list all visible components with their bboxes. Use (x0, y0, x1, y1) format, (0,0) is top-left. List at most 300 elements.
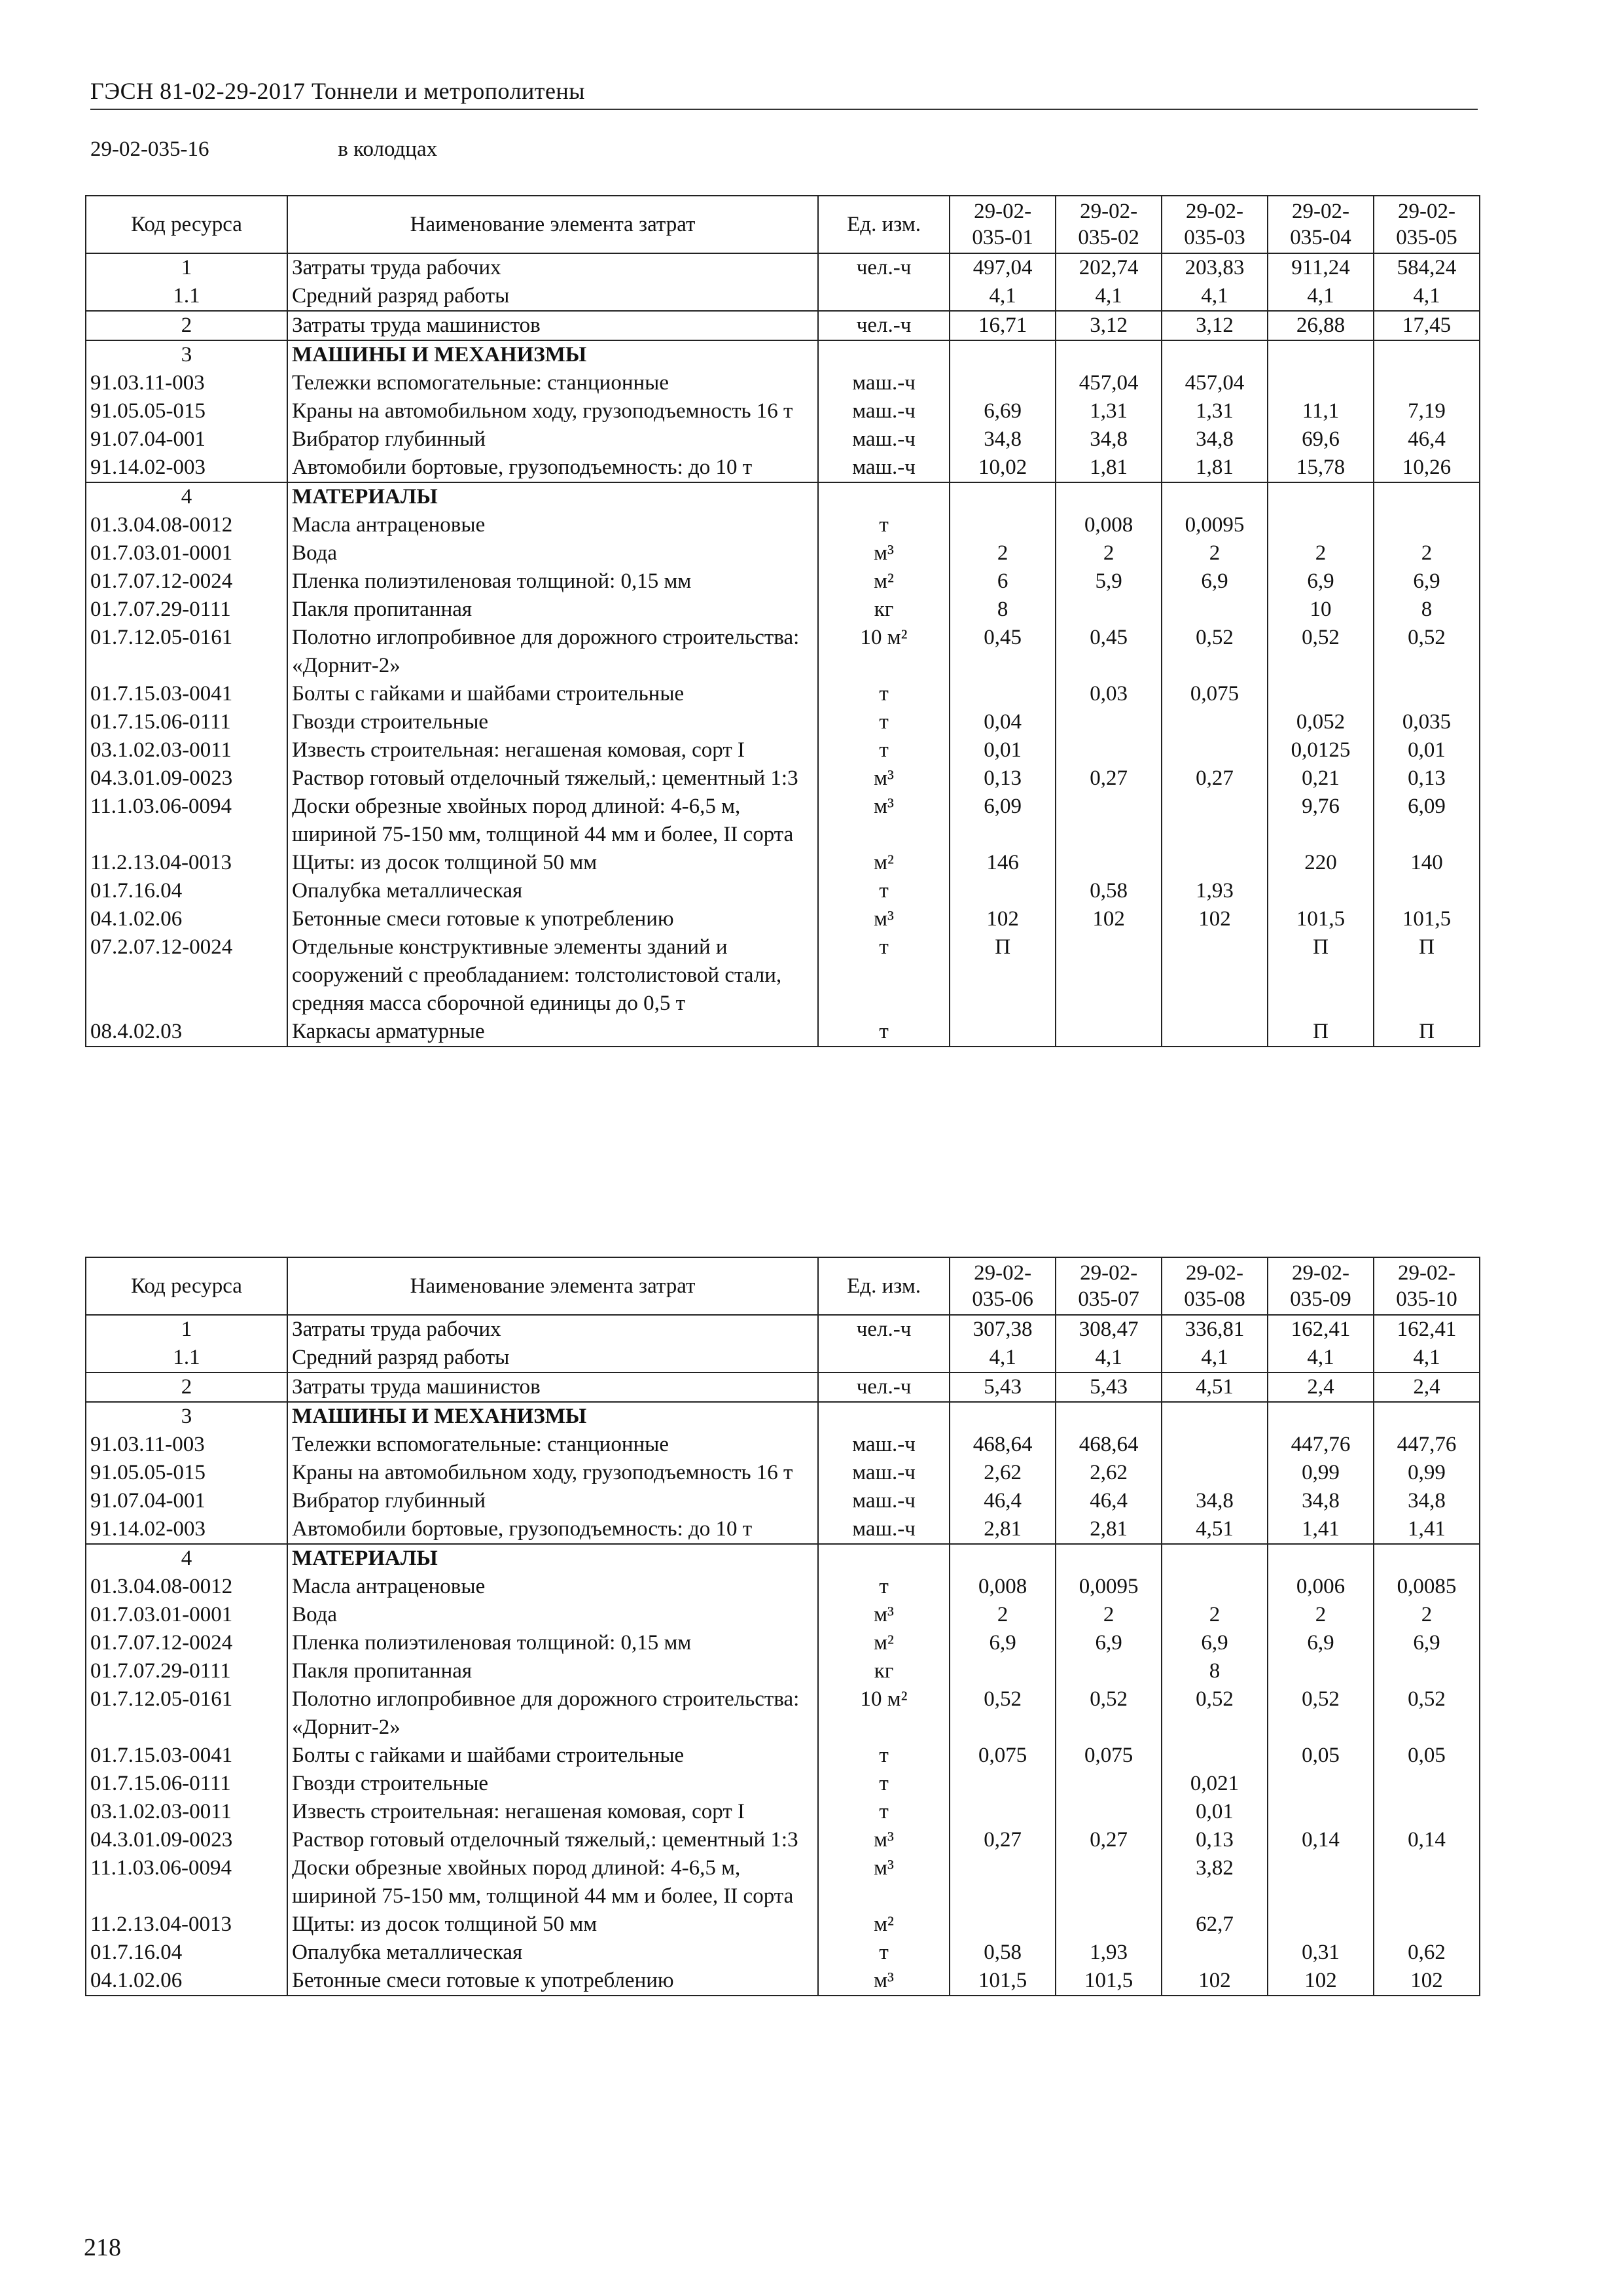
value-cell: 0,008 (1056, 511, 1162, 539)
value-cell: 101,5 (1374, 905, 1480, 933)
value-cell: 102 (1268, 1967, 1374, 1996)
value-cell (950, 1798, 1056, 1826)
value-cell (1056, 1770, 1162, 1798)
value-cell (1268, 1544, 1374, 1573)
unit-cell (818, 1344, 950, 1372)
table-row (86, 1573, 1480, 1601)
value-cell (1056, 596, 1162, 624)
value-cell (1374, 1798, 1480, 1826)
value-cell (950, 1402, 1056, 1431)
unit-cell: т (818, 708, 950, 736)
value-cell: 0,58 (1056, 877, 1162, 905)
resource-table-2 (85, 1257, 1480, 1996)
value-cell: 2,62 (950, 1459, 1056, 1487)
value-cell: 468,64 (1056, 1431, 1162, 1459)
resource-name: Щиты: из досок толщиной 50 мм (287, 849, 818, 877)
value-cell (950, 1018, 1056, 1047)
value-cell (950, 1657, 1056, 1685)
value-cell: 6 (950, 567, 1056, 596)
value-cell: 10,02 (950, 454, 1056, 482)
resource-name: Масла антраценовые (287, 1573, 818, 1601)
unit-cell: м³ (818, 793, 950, 849)
header-col: 29-02-035-07 (1056, 1257, 1162, 1315)
value-cell: 0,62 (1374, 1939, 1480, 1967)
resource-name: Раствор готовый отделочный тяжелый,: цементный 1:3 (287, 764, 818, 793)
value-cell: 5,43 (950, 1372, 1056, 1402)
resource-code: 01.7.07.29-0111 (86, 1657, 287, 1685)
resource-name: Гвозди строительные (287, 708, 818, 736)
resource-code: 91.03.11-003 (86, 1431, 287, 1459)
unit-cell (818, 340, 950, 369)
value-cell (1374, 1770, 1480, 1798)
resource-name: Средний разряд работы (287, 1344, 818, 1372)
resource-name: Бетонные смеси готовые к употреблению (287, 905, 818, 933)
header-name: Наименование элемента затрат (287, 196, 818, 253)
value-cell (1056, 736, 1162, 764)
value-cell: 1,93 (1056, 1939, 1162, 1967)
value-cell: 0,21 (1268, 764, 1374, 793)
resource-name: Опалубка металлическая (287, 1939, 818, 1967)
value-cell: 0,99 (1374, 1459, 1480, 1487)
unit-cell: маш.-ч (818, 1431, 950, 1459)
header-unit: Ед. изм. (818, 196, 950, 253)
unit-cell: т (818, 736, 950, 764)
value-cell: 0,01 (1374, 736, 1480, 764)
value-cell: 4,1 (1162, 282, 1268, 311)
resource-name: Опалубка металлическая (287, 877, 818, 905)
value-cell (1374, 680, 1480, 708)
value-cell: 6,9 (1374, 1629, 1480, 1657)
value-cell (1374, 877, 1480, 905)
value-cell: 2,62 (1056, 1459, 1162, 1487)
value-cell (950, 680, 1056, 708)
resource-code: 07.2.07.12-0024 (86, 933, 287, 1018)
value-cell: 0,0125 (1268, 736, 1374, 764)
unit-cell: т (818, 1770, 950, 1798)
resource-code: 1.1 (86, 1344, 287, 1372)
resource-name: Болты с гайками и шайбами строительные (287, 1742, 818, 1770)
value-cell (950, 1544, 1056, 1573)
unit-cell (818, 1402, 950, 1431)
resource-code: 11.2.13.04-0013 (86, 1910, 287, 1939)
value-cell: 1,41 (1374, 1515, 1480, 1544)
header-col: 29-02-035-04 (1268, 196, 1374, 253)
value-cell (1374, 482, 1480, 511)
value-cell: 447,76 (1374, 1431, 1480, 1459)
header-col: 29-02-035-08 (1162, 1257, 1268, 1315)
header-col: 29-02-035-09 (1268, 1257, 1374, 1315)
value-cell: 4,51 (1162, 1515, 1268, 1544)
unit-cell: м² (818, 567, 950, 596)
table-row (86, 736, 1480, 764)
table-caption (90, 137, 437, 162)
value-cell (1162, 1573, 1268, 1601)
value-cell (1268, 1910, 1374, 1939)
value-cell: 0,52 (1374, 624, 1480, 680)
value-cell: 1,41 (1268, 1515, 1374, 1544)
resource-name: Пакля пропитанная (287, 596, 818, 624)
value-cell: 34,8 (1162, 1487, 1268, 1515)
unit-cell: м³ (818, 1826, 950, 1854)
table-row (86, 482, 1480, 511)
value-cell: 0,04 (950, 708, 1056, 736)
resource-name: Тележки вспомогательные: станционные (287, 1431, 818, 1459)
value-cell: 6,9 (1268, 1629, 1374, 1657)
value-cell (1268, 1770, 1374, 1798)
value-cell: 0,45 (1056, 624, 1162, 680)
value-cell (1162, 340, 1268, 369)
table-code: 29-02-035-16 (90, 137, 209, 161)
resource-table-1 (85, 195, 1480, 1047)
resource-code: 4 (86, 1544, 287, 1573)
table-row (86, 905, 1480, 933)
value-cell: 16,71 (950, 311, 1056, 340)
resource-name: Пленка полиэтиленовая толщиной: 0,15 мм (287, 567, 818, 596)
resource-code: 03.1.02.03-0011 (86, 736, 287, 764)
value-cell (1162, 933, 1268, 1018)
resource-name: Затраты труда машинистов (287, 311, 818, 340)
resource-code: 01.7.16.04 (86, 1939, 287, 1967)
resource-code: 91.14.02-003 (86, 454, 287, 482)
value-cell (950, 482, 1056, 511)
value-cell: 8 (1162, 1657, 1268, 1685)
value-cell: 4,1 (1374, 1344, 1480, 1372)
value-cell (1268, 1854, 1374, 1910)
table-row (86, 1344, 1480, 1372)
value-cell: 4,1 (1056, 282, 1162, 311)
unit-cell: чел.-ч (818, 1372, 950, 1402)
value-cell: 0,45 (950, 624, 1056, 680)
value-cell: 6,9 (1162, 567, 1268, 596)
section-heading: МАТЕРИАЛЫ (287, 482, 818, 511)
value-cell (950, 1910, 1056, 1939)
resource-code: 91.07.04-001 (86, 1487, 287, 1515)
resource-name: Затраты труда машинистов (287, 1372, 818, 1402)
resource-code: 08.4.02.03 (86, 1018, 287, 1047)
table-row (86, 877, 1480, 905)
value-cell: 0,01 (1162, 1798, 1268, 1826)
table-row (86, 849, 1480, 877)
value-cell (1374, 1544, 1480, 1573)
resource-code: 11.1.03.06-0094 (86, 793, 287, 849)
resource-name: Тележки вспомогательные: станционные (287, 369, 818, 397)
value-cell: 336,81 (1162, 1315, 1268, 1344)
value-cell: 6,9 (950, 1629, 1056, 1657)
value-cell: 5,43 (1056, 1372, 1162, 1402)
table-row (86, 1742, 1480, 1770)
value-cell: 0,52 (1374, 1685, 1480, 1742)
value-cell: 8 (1374, 596, 1480, 624)
value-cell (1268, 680, 1374, 708)
value-cell: 162,41 (1268, 1315, 1374, 1344)
header-col: 29-02-035-05 (1374, 196, 1480, 253)
header-col: 29-02-035-02 (1056, 196, 1162, 253)
resource-name: Доски обрезные хвойных пород длиной: 4-6,5 м, шириной 75-150 мм, толщиной 44 мм и более, II сорта (287, 1854, 818, 1910)
resource-code: 11.1.03.06-0094 (86, 1854, 287, 1910)
resource-name: Затраты труда рабочих (287, 1315, 818, 1344)
resource-code: 01.7.15.03-0041 (86, 1742, 287, 1770)
resource-name: Пленка полиэтиленовая толщиной: 0,15 мм (287, 1629, 818, 1657)
value-cell (1056, 793, 1162, 849)
value-cell: 4,1 (950, 282, 1056, 311)
value-cell: 0,01 (950, 736, 1056, 764)
value-cell: 34,8 (1268, 1487, 1374, 1515)
unit-cell: маш.-ч (818, 369, 950, 397)
table-row (86, 793, 1480, 849)
unit-cell: м² (818, 1910, 950, 1939)
table-row (86, 340, 1480, 369)
value-cell: 0,52 (1056, 1685, 1162, 1742)
value-cell: 0,27 (950, 1826, 1056, 1854)
unit-cell: т (818, 1018, 950, 1047)
unit-cell: м³ (818, 539, 950, 567)
value-cell: 4,51 (1162, 1372, 1268, 1402)
value-cell: 34,8 (1056, 425, 1162, 454)
value-cell: 457,04 (1056, 369, 1162, 397)
value-cell: 26,88 (1268, 311, 1374, 340)
table-row (86, 1601, 1480, 1629)
resource-name: Масла антраценовые (287, 511, 818, 539)
value-cell (1268, 1402, 1374, 1431)
value-cell: 140 (1374, 849, 1480, 877)
table-row (86, 1854, 1480, 1910)
unit-cell (818, 282, 950, 311)
table-row (86, 282, 1480, 311)
value-cell: П (1374, 933, 1480, 1018)
value-cell: 0,52 (1162, 1685, 1268, 1742)
value-cell: 497,04 (950, 253, 1056, 282)
value-cell (950, 340, 1056, 369)
value-cell: 0,58 (950, 1939, 1056, 1967)
value-cell: 0,052 (1268, 708, 1374, 736)
section-heading: МАТЕРИАЛЫ (287, 1544, 818, 1573)
resource-code: 01.3.04.08-0012 (86, 1573, 287, 1601)
value-cell: 2 (1268, 1601, 1374, 1629)
value-cell: 2,81 (950, 1515, 1056, 1544)
table-row (86, 1657, 1480, 1685)
value-cell: 0,13 (1374, 764, 1480, 793)
value-cell (1374, 369, 1480, 397)
unit-cell: т (818, 1939, 950, 1967)
value-cell: 17,45 (1374, 311, 1480, 340)
table-row (86, 311, 1480, 340)
resource-code: 1.1 (86, 282, 287, 311)
value-cell: 46,4 (950, 1487, 1056, 1515)
value-cell: 2 (1056, 539, 1162, 567)
value-cell: 5,9 (1056, 567, 1162, 596)
value-cell (1056, 1798, 1162, 1826)
unit-cell: 10 м² (818, 624, 950, 680)
resource-code: 04.3.01.09-0023 (86, 1826, 287, 1854)
value-cell (950, 1854, 1056, 1910)
value-cell: 0,13 (950, 764, 1056, 793)
value-cell: 0,075 (1056, 1742, 1162, 1770)
value-cell: 102 (950, 905, 1056, 933)
resource-code: 01.7.07.12-0024 (86, 1629, 287, 1657)
value-cell (1162, 1544, 1268, 1573)
unit-cell: маш.-ч (818, 454, 950, 482)
table-row (86, 369, 1480, 397)
value-cell: 6,09 (1374, 793, 1480, 849)
value-cell: 6,09 (950, 793, 1056, 849)
value-cell: 457,04 (1162, 369, 1268, 397)
value-cell: 0,075 (1162, 680, 1268, 708)
header-unit: Ед. изм. (818, 1257, 950, 1315)
value-cell (1268, 340, 1374, 369)
resource-name: Краны на автомобильном ходу, грузоподъемность 16 т (287, 397, 818, 425)
resource-code: 01.7.12.05-0161 (86, 624, 287, 680)
value-cell: 2,81 (1056, 1515, 1162, 1544)
value-cell (1162, 1939, 1268, 1967)
resource-code: 11.2.13.04-0013 (86, 849, 287, 877)
value-cell (1056, 1854, 1162, 1910)
value-cell: 2 (950, 1601, 1056, 1629)
value-cell: 1,81 (1056, 454, 1162, 482)
value-cell (1268, 369, 1374, 397)
table-row (86, 596, 1480, 624)
resource-code: 01.7.12.05-0161 (86, 1685, 287, 1742)
value-cell: 0,05 (1374, 1742, 1480, 1770)
unit-cell (818, 1544, 950, 1573)
resource-name: Каркасы арматурные (287, 1018, 818, 1047)
value-cell: 2,4 (1268, 1372, 1374, 1402)
value-cell: 0,14 (1374, 1826, 1480, 1854)
value-cell: 0,05 (1268, 1742, 1374, 1770)
value-cell: 1,81 (1162, 454, 1268, 482)
unit-cell: чел.-ч (818, 253, 950, 282)
value-cell (950, 877, 1056, 905)
table-header-row (86, 1257, 1480, 1315)
value-cell (1374, 340, 1480, 369)
value-cell: 0,31 (1268, 1939, 1374, 1967)
table-row (86, 539, 1480, 567)
value-cell (1268, 877, 1374, 905)
resource-name: Автомобили бортовые, грузоподъемность: до 10 т (287, 1515, 818, 1544)
value-cell (1162, 1459, 1268, 1487)
resource-code: 01.7.16.04 (86, 877, 287, 905)
value-cell: 34,8 (1374, 1487, 1480, 1515)
value-cell: 0,03 (1056, 680, 1162, 708)
value-cell: 0,0095 (1162, 511, 1268, 539)
value-cell (1374, 1854, 1480, 1910)
document-title: ГЭСН 81-02-29-2017 Тоннели и метрополитены (90, 78, 585, 104)
table-row (86, 1515, 1480, 1544)
table-row (86, 1967, 1480, 1996)
table-row (86, 624, 1480, 680)
value-cell: 101,5 (950, 1967, 1056, 1996)
value-cell: 46,4 (1056, 1487, 1162, 1515)
header-code: Код ресурса (86, 196, 287, 253)
value-cell: П (1268, 933, 1374, 1018)
resource-code: 91.05.05-015 (86, 397, 287, 425)
value-cell: 2 (1374, 1601, 1480, 1629)
value-cell: 3,82 (1162, 1854, 1268, 1910)
value-cell: 4,1 (1056, 1344, 1162, 1372)
value-cell: 0,52 (1268, 1685, 1374, 1742)
value-cell (1162, 1431, 1268, 1459)
unit-cell: т (818, 1573, 950, 1601)
value-cell: 911,24 (1268, 253, 1374, 282)
value-cell: 10 (1268, 596, 1374, 624)
table-row (86, 708, 1480, 736)
resource-code: 01.7.15.06-0111 (86, 1770, 287, 1798)
value-cell: 9,76 (1268, 793, 1374, 849)
unit-cell: м³ (818, 1601, 950, 1629)
value-cell (1162, 482, 1268, 511)
value-cell: 4,1 (950, 1344, 1056, 1372)
table-row (86, 1315, 1480, 1344)
resource-name: Бетонные смеси готовые к употреблению (287, 1967, 818, 1996)
value-cell (1056, 933, 1162, 1018)
resource-name: Вода (287, 539, 818, 567)
value-cell (1374, 1402, 1480, 1431)
value-cell (1056, 1402, 1162, 1431)
resource-code: 03.1.02.03-0011 (86, 1798, 287, 1826)
value-cell (1056, 340, 1162, 369)
value-cell: 0,0085 (1374, 1573, 1480, 1601)
resource-name: Доски обрезные хвойных пород длиной: 4-6,5 м, шириной 75-150 мм, толщиной 44 мм и более, II сорта (287, 793, 818, 849)
table-row (86, 1798, 1480, 1826)
value-cell: 0,006 (1268, 1573, 1374, 1601)
value-cell (1162, 708, 1268, 736)
value-cell: 0,008 (950, 1573, 1056, 1601)
unit-cell: маш.-ч (818, 425, 950, 454)
value-cell: 0,52 (1268, 624, 1374, 680)
unit-cell: чел.-ч (818, 311, 950, 340)
unit-cell: м³ (818, 1967, 950, 1996)
resource-name: Известь строительная: негашеная комовая, сорт I (287, 736, 818, 764)
section-heading: МАШИНЫ И МЕХАНИЗМЫ (287, 340, 818, 369)
value-cell: 6,9 (1374, 567, 1480, 596)
value-cell: 584,24 (1374, 253, 1480, 282)
value-cell: 4,1 (1268, 282, 1374, 311)
header-code: Код ресурса (86, 1257, 287, 1315)
value-cell: 468,64 (950, 1431, 1056, 1459)
resource-code: 01.7.07.12-0024 (86, 567, 287, 596)
value-cell: 34,8 (1162, 425, 1268, 454)
value-cell: 69,6 (1268, 425, 1374, 454)
value-cell: 6,9 (1162, 1629, 1268, 1657)
value-cell: 4,1 (1162, 1344, 1268, 1372)
value-cell: 162,41 (1374, 1315, 1480, 1344)
value-cell: 62,7 (1162, 1910, 1268, 1939)
value-cell (1374, 1657, 1480, 1685)
unit-cell: м³ (818, 764, 950, 793)
value-cell: 0,52 (1162, 624, 1268, 680)
value-cell: 0,075 (950, 1742, 1056, 1770)
resource-name: Известь строительная: негашеная комовая, сорт I (287, 1798, 818, 1826)
unit-cell: т (818, 511, 950, 539)
unit-cell: маш.-ч (818, 1487, 950, 1515)
value-cell: 101,5 (1056, 1967, 1162, 1996)
value-cell: 2 (1268, 539, 1374, 567)
unit-cell: т (818, 1798, 950, 1826)
unit-cell (818, 482, 950, 511)
resource-name: Средний разряд работы (287, 282, 818, 311)
unit-cell: м² (818, 1629, 950, 1657)
value-cell: 2 (1162, 539, 1268, 567)
value-cell: 0,021 (1162, 1770, 1268, 1798)
value-cell: 0,99 (1268, 1459, 1374, 1487)
value-cell (1162, 793, 1268, 849)
value-cell (1162, 1742, 1268, 1770)
value-cell: 1,31 (1056, 397, 1162, 425)
value-cell: 7,19 (1374, 397, 1480, 425)
table-row (86, 1826, 1480, 1854)
value-cell (1056, 1544, 1162, 1573)
resource-name: Щиты: из досок толщиной 50 мм (287, 1910, 818, 1939)
table-row (86, 680, 1480, 708)
